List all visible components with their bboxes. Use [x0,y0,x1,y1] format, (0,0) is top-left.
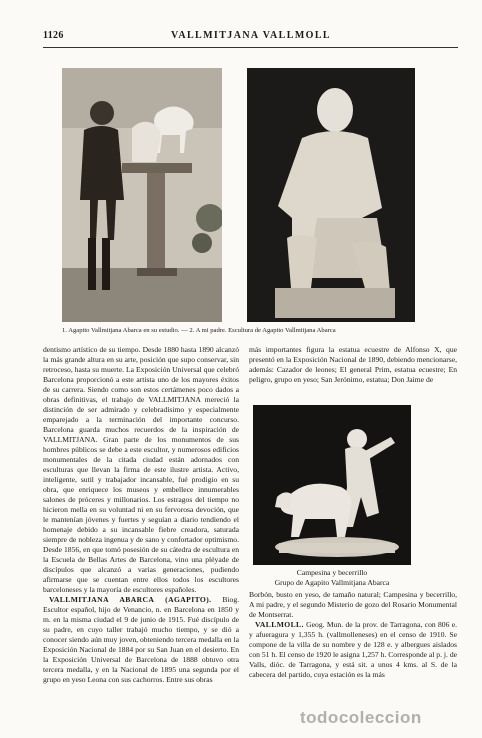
figure-caption-top: 1. Agapito Vallmitjana Abarca en su estudio. — 2. A mi padre. Escultura de Agapito Vallmitjana Abarca [62,327,336,334]
page-number: 1126 [43,30,64,41]
entry-body-vallmoll: Geog. Mun. de la prov. de Tarragona, con 806 e. y afueragura y 1,355 h. (vallmolleneses) en el censo de 1910. Se compone de la villa de su nombre y de 128 e. y albergues aislados con 51 h. El censo de 1920 le asigna 1,257 h. Corresponde al p. j. de Valls, dióc. de Tarragona, y está sit. a unos 4 kms. al S. de la cabecera del partido, cuya estación es la más [249,620,457,679]
photo-campesina-y-becerrillo-image [253,405,411,565]
left-column-paragraph: dentismo artístico de su tiempo. Desde 1880 hasta 1890 alcanzó la más grande altura en su arte, posición que supo conservar, sin retroceso, hasta su muerte. La Exposición Universal que celebró Barcelona proporcionó a este artista uno de los mayores éxitos de su carrera. Siendo como son estos certámenes poco dados a obras definitivas, el trabajo de VALLMITJANA mereció la distinción de ser admirado y celebradísimo y especialmente emparejado a la terminación del importante concurso. Barcelona guarda muchos recuerdos de la inspiración de VALLMITJANA. Gran parte de los monumentos de sus hombres públicos se debe a este escultor, y numerosos edificios monumentales de la citada ciudad están adornados con esculturas que llevan la firma de este ilustre artista. Activo, inteligente, sutil y trabajador incansable, fué prodigio en su obra, que enriquece los museos y embellece innumerables salones de próceres y millonarios. Los estragos del tiempo no hicieron mella en su voluntad ni en su fervorosa devoción, que le mantenían jóvenes y fuertes y seguían a diario tendiendo el homenaje debido a su incansable fiebre creadora, saturada siempre de nobleza ingenua y de sano y confortador optimismo. Desde 1856, en que tomó posesión de su cátedra de escultura en la Escuela de Bellas Artes de Barcelona, vino una pléyade de discípulos que alcanzó a varias generaciones, pudiendo afirmarse que se cuentan entre ellos todos los escultores barceloneses y la mayoría de escultores españoles. [43,345,239,594]
right-column-paragraph-bottom: Borbón, busto en yeso, de tamaño natural; Campesina y becerrillo, A mi padre, y el segundo Misterio de gozo del Rosario Monumental de Montserrat. [249,590,457,619]
figure-caption-3-title: Campesina y becerrillo [296,568,368,577]
entry-headword-agapito: VALLMITJANA ABARCA (AGAPITO). [49,595,212,604]
text-column-right-bottom [249,590,457,680]
photo-sculpture-a-mi-padre [247,68,415,322]
running-title: VALLMITJANA VALLMOLL [171,30,331,41]
photo-artist-in-studio-image [62,68,222,322]
text-column-left [43,345,239,685]
entry-body-agapito: Biog. Escultor español, hijo de Venancio, n. en Barcelona en 1850 y m. en la misma ciudad el 9 de junio de 1915. Fué discípulo de su padre, en cuyo taller trabajó mucho tiempo, y se dió a conocer siendo aún muy joven, obteniendo tercera medalla en la Exposición Nacional de 1884 por su San Juan en el desierto. En la Exposición Universal de Barcelona de 1888 obtuvo otra tercera medalla, y en la Nacional de 1895 una segunda por el grupo en yeso Leona con sus cachorros. Entre sus obras [43,595,240,684]
watermark: todocoleccion [300,708,422,727]
photo-campesina-y-becerrillo [253,405,411,565]
running-header [43,30,453,44]
text-column-right-top [249,345,457,385]
photo-artist-in-studio [62,68,222,322]
left-entry [43,595,239,685]
photo-sculpture-a-mi-padre-image [247,68,415,322]
figure-caption-3 [253,568,411,588]
figure-caption-3-credit: Grupo de Agapito Vallmitjana Abarca [274,578,390,587]
header-rule [43,47,458,48]
entry-headword-vallmoll: VALLMOLL. [255,620,304,629]
right-column-paragraph-top: más importantes figura la estatua ecuestre de Alfonso X, que presentó en la Exposición Nacional de 1890, debiendo mencionarse, además: Cazador de leones; El general Prim, estatua ecuestre; En peligro, grupo en yeso; San Jerónimo, estatua; Don Jaime de [249,345,457,384]
right-entry [249,620,457,680]
